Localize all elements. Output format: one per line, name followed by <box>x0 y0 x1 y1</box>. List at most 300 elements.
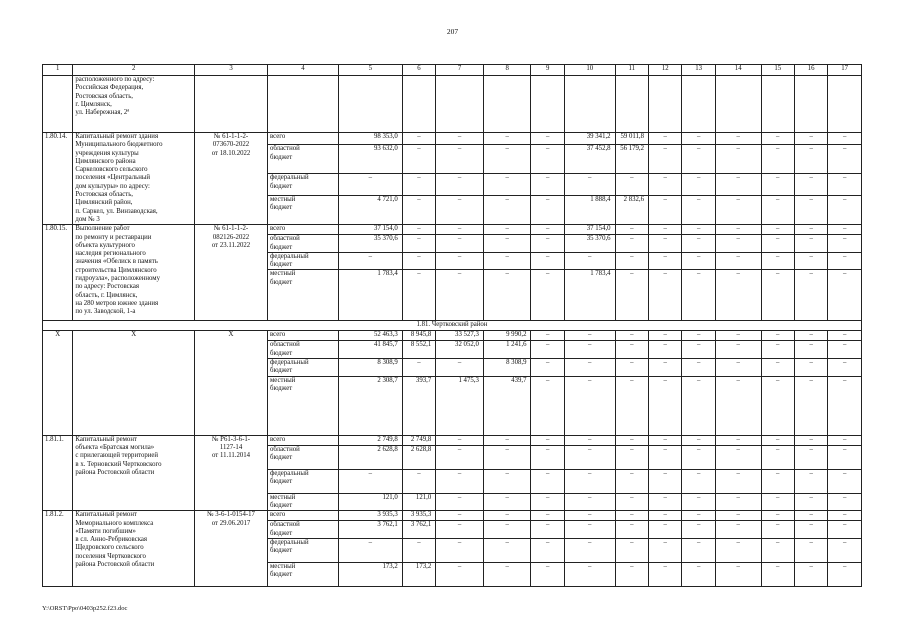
header-cell: 10 <box>564 65 615 76</box>
value-cell: – <box>715 445 761 469</box>
value-cell: – <box>794 493 827 511</box>
value-cell: 39 341,2 <box>564 133 615 145</box>
value-cell: – <box>682 270 715 321</box>
value-cell: – <box>828 469 862 493</box>
value-cell: 173,2 <box>338 562 402 586</box>
value-cell: 93 632,0 <box>338 145 402 174</box>
value-cell: 52 463,3 <box>338 331 402 341</box>
value-cell: – <box>682 235 715 253</box>
funding-source: всего <box>268 133 339 145</box>
value-cell: – <box>794 145 827 174</box>
table-row <box>43 133 862 145</box>
value-cell: 4 721,0 <box>338 195 402 224</box>
value-cell: – <box>794 225 827 235</box>
value-cell: – <box>761 341 794 359</box>
value-cell: – <box>436 145 484 174</box>
value-cell: – <box>828 341 862 359</box>
value-cell: – <box>436 195 484 224</box>
value-cell: 32 052,0 <box>436 341 484 359</box>
value-cell: – <box>794 270 827 321</box>
value-cell: – <box>794 252 827 270</box>
value-cell: – <box>436 174 484 195</box>
value-cell: – <box>761 445 794 469</box>
value-cell: – <box>436 538 484 562</box>
page-number: 207 <box>446 27 459 36</box>
object-name: Выполнение работ по ремонту и реставрации объекта культурного наследия регионального значения «Обелиск в память строительства Цимлянского гидроузла», расположенному по адресу: Ростовская область, г. Цимлянск, на 280 метров южнее здания по ул. Заводской, 1-а <box>73 225 195 321</box>
value-cell: 121,0 <box>338 493 402 511</box>
value-cell: – <box>715 538 761 562</box>
value-cell: – <box>649 511 682 521</box>
value-cell: – <box>682 331 715 341</box>
value-cell: – <box>649 331 682 341</box>
value-cell: 37 154,0 <box>564 225 615 235</box>
value-cell: – <box>483 133 531 145</box>
object-name: X <box>73 331 195 435</box>
value-cell: – <box>761 521 794 539</box>
value-cell: – <box>649 235 682 253</box>
value-cell: – <box>564 331 615 341</box>
header-cell: 13 <box>682 65 715 76</box>
value-cell: – <box>436 359 484 377</box>
funding-source: местный бюджет <box>268 493 339 511</box>
value-cell: – <box>682 145 715 174</box>
value-cell: – <box>564 376 615 435</box>
value-cell: – <box>436 225 484 235</box>
value-cell: 37 452,8 <box>564 145 615 174</box>
value-cell: – <box>682 435 715 445</box>
table-row <box>43 225 862 235</box>
value-cell: – <box>761 145 794 174</box>
table-row <box>43 76 862 133</box>
funding-source: федеральный бюджет <box>268 538 339 562</box>
value-cell: – <box>649 562 682 586</box>
value-cell: – <box>715 493 761 511</box>
value-cell: – <box>761 538 794 562</box>
cell <box>794 76 827 133</box>
value-cell: – <box>828 445 862 469</box>
value-cell: 2 628,8 <box>338 445 402 469</box>
value-cell: – <box>761 133 794 145</box>
value-cell: 3 762,1 <box>402 521 435 539</box>
value-cell: – <box>402 270 435 321</box>
value-cell: 8 308,9 <box>483 359 531 377</box>
value-cell: – <box>715 145 761 174</box>
value-cell: – <box>715 341 761 359</box>
value-cell: – <box>436 270 484 321</box>
value-cell: – <box>402 359 435 377</box>
value-cell: – <box>761 493 794 511</box>
value-cell: – <box>682 359 715 377</box>
cell <box>715 76 761 133</box>
value-cell: – <box>828 235 862 253</box>
value-cell: – <box>531 133 564 145</box>
value-cell: – <box>649 145 682 174</box>
cell <box>195 76 268 133</box>
value-cell: – <box>715 225 761 235</box>
value-cell: – <box>761 376 794 435</box>
header-cell: 17 <box>828 65 862 76</box>
cell <box>615 76 648 133</box>
funding-source: местный бюджет <box>268 270 339 321</box>
value-cell: 56 179,2 <box>615 145 648 174</box>
value-cell: – <box>682 133 715 145</box>
value-cell: – <box>794 469 827 493</box>
value-cell: – <box>761 435 794 445</box>
value-cell: – <box>615 562 648 586</box>
value-cell: – <box>828 195 862 224</box>
value-cell: – <box>649 341 682 359</box>
value-cell: – <box>483 469 531 493</box>
value-cell: – <box>531 469 564 493</box>
value-cell: – <box>794 445 827 469</box>
document-ref: № 3-6-1-0154-17 от 29.06.2017 <box>195 511 268 587</box>
value-cell: – <box>615 225 648 235</box>
value-cell: – <box>483 195 531 224</box>
value-cell: – <box>828 511 862 521</box>
value-cell: 59 011,8 <box>615 133 648 145</box>
cell <box>436 76 484 133</box>
value-cell: – <box>531 341 564 359</box>
value-cell: – <box>402 252 435 270</box>
value-cell: – <box>794 359 827 377</box>
value-cell: – <box>794 538 827 562</box>
value-cell: – <box>615 435 648 445</box>
value-cell: – <box>649 538 682 562</box>
value-cell: 8 945,8 <box>402 331 435 341</box>
funding-source: областной бюджет <box>268 235 339 253</box>
value-cell: – <box>531 562 564 586</box>
value-cell: – <box>531 270 564 321</box>
cell <box>43 76 73 133</box>
funding-source: федеральный бюджет <box>268 359 339 377</box>
header-cell: 16 <box>794 65 827 76</box>
value-cell: – <box>715 435 761 445</box>
value-cell: – <box>828 225 862 235</box>
object-name: Капитальный ремонт здания Муниципального бюджетного учреждения культуры Цимлянского района Саркеловского сельского поселения «Центральный дом культуры» по адресу: Ростовская область, Цимлянский район, п. Саркел, ул. Винзаводская, дом № 3 <box>73 133 195 225</box>
value-cell: – <box>531 538 564 562</box>
value-cell: – <box>761 252 794 270</box>
funding-source: федеральный бюджет <box>268 469 339 493</box>
value-cell: – <box>615 521 648 539</box>
value-cell: – <box>564 174 615 195</box>
value-cell: 41 845,7 <box>338 341 402 359</box>
document-ref: X <box>195 331 268 435</box>
value-cell: – <box>761 195 794 224</box>
budget-table <box>42 64 862 587</box>
funding-source: областной бюджет <box>268 521 339 539</box>
value-cell: – <box>564 359 615 377</box>
value-cell: – <box>483 270 531 321</box>
value-cell: – <box>794 331 827 341</box>
value-cell: – <box>794 235 827 253</box>
value-cell: – <box>615 174 648 195</box>
value-cell: 8 552,1 <box>402 341 435 359</box>
value-cell: – <box>761 562 794 586</box>
value-cell: – <box>436 493 484 511</box>
cell <box>649 76 682 133</box>
header-cell: 3 <box>195 65 268 76</box>
header-cell: 2 <box>73 65 195 76</box>
value-cell: – <box>436 435 484 445</box>
value-cell: – <box>402 235 435 253</box>
value-cell: – <box>483 511 531 521</box>
value-cell: – <box>531 195 564 224</box>
value-cell: 1 888,4 <box>564 195 615 224</box>
value-cell: – <box>828 331 862 341</box>
value-cell: – <box>761 359 794 377</box>
value-cell: – <box>483 445 531 469</box>
value-cell: 3 935,3 <box>402 511 435 521</box>
value-cell: – <box>564 562 615 586</box>
value-cell: – <box>436 521 484 539</box>
value-cell: – <box>715 252 761 270</box>
header-cell: 9 <box>531 65 564 76</box>
value-cell: – <box>483 252 531 270</box>
value-cell: – <box>436 235 484 253</box>
value-cell: – <box>649 359 682 377</box>
value-cell: 8 308,9 <box>338 359 402 377</box>
value-cell: – <box>715 331 761 341</box>
value-cell: – <box>531 511 564 521</box>
value-cell: – <box>615 469 648 493</box>
value-cell: 1 475,3 <box>436 376 484 435</box>
value-cell: 439,7 <box>483 376 531 435</box>
value-cell: – <box>761 331 794 341</box>
value-cell: 98 353,0 <box>338 133 402 145</box>
funding-source: местный бюджет <box>268 562 339 586</box>
value-cell: – <box>682 252 715 270</box>
value-cell: – <box>715 133 761 145</box>
value-cell: – <box>483 493 531 511</box>
value-cell: 3 935,3 <box>338 511 402 521</box>
cell <box>828 76 862 133</box>
value-cell: – <box>338 174 402 195</box>
cell <box>531 76 564 133</box>
item-number: X <box>43 331 73 435</box>
value-cell: – <box>564 521 615 539</box>
funding-source: областной бюджет <box>268 445 339 469</box>
value-cell: – <box>682 195 715 224</box>
value-cell: – <box>531 435 564 445</box>
value-cell: – <box>402 469 435 493</box>
funding-source: областной бюджет <box>268 341 339 359</box>
value-cell: – <box>794 195 827 224</box>
value-cell: – <box>338 538 402 562</box>
value-cell: – <box>715 174 761 195</box>
value-cell: – <box>564 252 615 270</box>
value-cell: – <box>649 376 682 435</box>
value-cell: – <box>794 562 827 586</box>
value-cell: – <box>649 469 682 493</box>
value-cell: – <box>615 538 648 562</box>
object-name: расположенного по адресу: Российская Федерация, Ростовская область, г. Цимлянск, ул. Набережная, 2ª <box>73 76 195 133</box>
value-cell: – <box>761 469 794 493</box>
value-cell: – <box>715 270 761 321</box>
cell <box>682 76 715 133</box>
value-cell: – <box>649 435 682 445</box>
value-cell: – <box>531 521 564 539</box>
value-cell: – <box>615 235 648 253</box>
item-number: 1.81.1. <box>43 435 73 511</box>
value-cell: 35 370,6 <box>338 235 402 253</box>
funding-source: областной бюджет <box>268 145 339 174</box>
value-cell: – <box>794 341 827 359</box>
value-cell: – <box>761 235 794 253</box>
value-cell: – <box>828 174 862 195</box>
value-cell: – <box>564 341 615 359</box>
value-cell: – <box>531 331 564 341</box>
value-cell: – <box>761 511 794 521</box>
value-cell: 173,2 <box>402 562 435 586</box>
value-cell: – <box>402 195 435 224</box>
value-cell: – <box>436 133 484 145</box>
value-cell: – <box>564 469 615 493</box>
value-cell: – <box>436 445 484 469</box>
value-cell: – <box>483 435 531 445</box>
value-cell: 121,0 <box>402 493 435 511</box>
header-cell: 6 <box>402 65 435 76</box>
value-cell: – <box>649 174 682 195</box>
value-cell: – <box>761 174 794 195</box>
value-cell: 1 783,4 <box>564 270 615 321</box>
cell <box>338 76 402 133</box>
value-cell: 393,7 <box>402 376 435 435</box>
funding-source: местный бюджет <box>268 195 339 224</box>
funding-source: местный бюджет <box>268 376 339 435</box>
value-cell: – <box>531 445 564 469</box>
value-cell: – <box>531 235 564 253</box>
value-cell: – <box>682 174 715 195</box>
value-cell: – <box>794 376 827 435</box>
value-cell: – <box>794 133 827 145</box>
cell <box>483 76 531 133</box>
section-title: 1.81. Чертковский район <box>43 321 862 331</box>
value-cell: – <box>794 435 827 445</box>
value-cell: – <box>682 562 715 586</box>
footer-path: Y:\ORST\Ppo\0403p252.f23.doc <box>42 605 128 612</box>
value-cell: – <box>715 376 761 435</box>
value-cell: – <box>715 195 761 224</box>
document-ref: № 61-1-1-2- 073670-2022 от 18.10.2022 <box>195 133 268 225</box>
table-row <box>43 435 862 445</box>
item-number: 1.81.2. <box>43 511 73 587</box>
value-cell: – <box>615 493 648 511</box>
value-cell: – <box>794 174 827 195</box>
value-cell: – <box>794 521 827 539</box>
value-cell: – <box>483 174 531 195</box>
value-cell: 1 241,6 <box>483 341 531 359</box>
cell <box>268 76 339 133</box>
value-cell: 2 308,7 <box>338 376 402 435</box>
value-cell: – <box>649 252 682 270</box>
value-cell: – <box>715 469 761 493</box>
funding-source: всего <box>268 435 339 445</box>
value-cell: – <box>828 562 862 586</box>
value-cell: – <box>531 225 564 235</box>
value-cell: 9 990,2 <box>483 331 531 341</box>
value-cell: – <box>828 252 862 270</box>
value-cell: – <box>531 359 564 377</box>
value-cell: 3 762,1 <box>338 521 402 539</box>
value-cell: 35 370,6 <box>564 235 615 253</box>
value-cell: – <box>483 145 531 174</box>
value-cell: – <box>682 341 715 359</box>
funding-source: федеральный бюджет <box>268 174 339 195</box>
value-cell: – <box>682 225 715 235</box>
value-cell: 33 527,3 <box>436 331 484 341</box>
value-cell: – <box>715 359 761 377</box>
header-cell: 11 <box>615 65 648 76</box>
header-cell: 1 <box>43 65 73 76</box>
cell <box>564 76 615 133</box>
value-cell: – <box>531 493 564 511</box>
value-cell: – <box>715 511 761 521</box>
value-cell: – <box>649 493 682 511</box>
value-cell: – <box>615 252 648 270</box>
value-cell: – <box>402 133 435 145</box>
value-cell: – <box>338 469 402 493</box>
header-cell: 7 <box>436 65 484 76</box>
document-ref: № 61-1-1-2- 082126-2022 от 23.11.2022 <box>195 225 268 321</box>
value-cell: – <box>828 538 862 562</box>
value-cell: 2 749,8 <box>338 435 402 445</box>
value-cell: – <box>715 235 761 253</box>
header-cell: 8 <box>483 65 531 76</box>
value-cell: – <box>531 174 564 195</box>
value-cell: – <box>402 145 435 174</box>
value-cell: 37 154,0 <box>338 225 402 235</box>
value-cell: – <box>338 252 402 270</box>
value-cell: – <box>649 445 682 469</box>
cell <box>402 76 435 133</box>
value-cell: 2 749,8 <box>402 435 435 445</box>
value-cell: – <box>531 376 564 435</box>
value-cell: – <box>682 376 715 435</box>
value-cell: – <box>483 521 531 539</box>
header-cell: 12 <box>649 65 682 76</box>
value-cell: – <box>828 376 862 435</box>
value-cell: – <box>715 562 761 586</box>
header-cell: 5 <box>338 65 402 76</box>
value-cell: – <box>682 521 715 539</box>
value-cell: – <box>649 133 682 145</box>
funding-source: всего <box>268 511 339 521</box>
value-cell: – <box>615 270 648 321</box>
value-cell: – <box>615 376 648 435</box>
value-cell: – <box>761 270 794 321</box>
section-row <box>43 321 862 331</box>
value-cell: – <box>761 225 794 235</box>
object-name: Капитальный ремонт объекта «Братская могила» с прилегающей территорией в х. Терновский Чертковского района Ростовской области <box>73 435 195 511</box>
header-row <box>43 65 862 76</box>
item-number: 1.80.15. <box>43 225 73 321</box>
value-cell: – <box>402 174 435 195</box>
value-cell: – <box>615 511 648 521</box>
value-cell: – <box>531 252 564 270</box>
document-ref: № Р61-3-6-1- 1127-14 от 11.11.2014 <box>195 435 268 511</box>
value-cell: – <box>615 445 648 469</box>
value-cell: 2 832,6 <box>615 195 648 224</box>
value-cell: – <box>682 511 715 521</box>
value-cell: – <box>649 521 682 539</box>
value-cell: – <box>649 225 682 235</box>
value-cell: – <box>564 493 615 511</box>
value-cell: – <box>564 511 615 521</box>
value-cell: – <box>649 195 682 224</box>
value-cell: – <box>828 133 862 145</box>
object-name: Капитальный ремонт Мемориального комплекса «Памяти погибшим» в сл. Анно-Ребриковская Щедровского сельского поселения Чертковского района Ростовской области <box>73 511 195 587</box>
value-cell: – <box>483 562 531 586</box>
